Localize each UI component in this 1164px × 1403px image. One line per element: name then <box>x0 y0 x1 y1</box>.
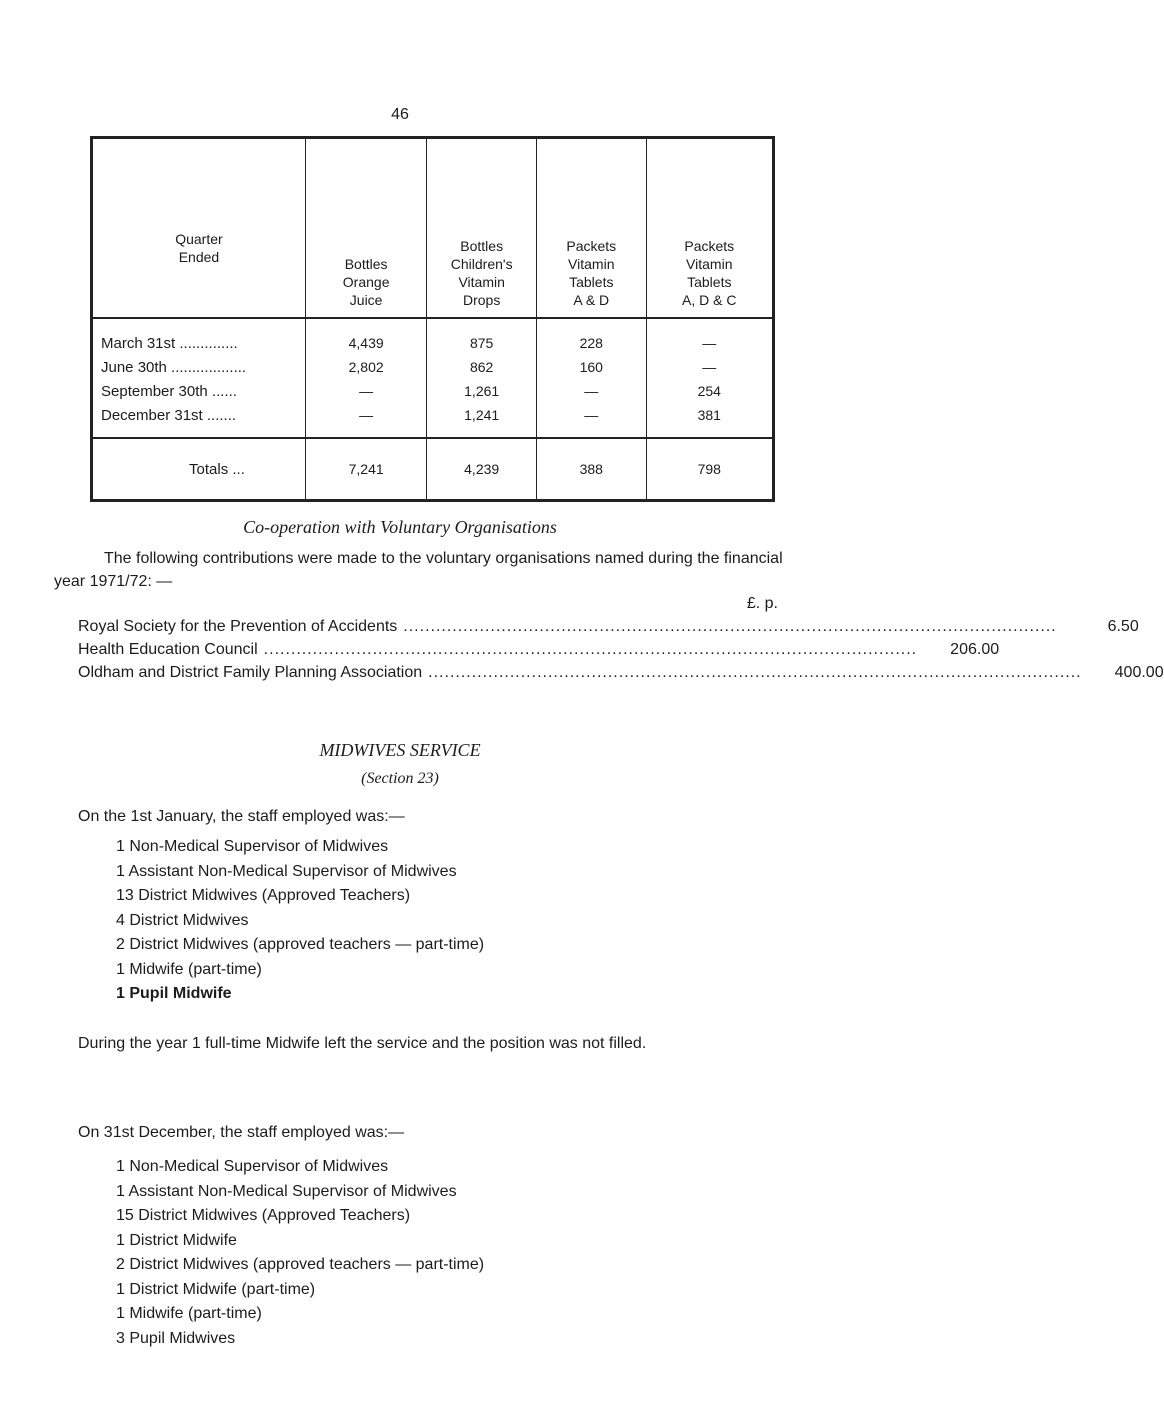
list-item <box>78 618 1139 641</box>
cell-ad: — <box>537 403 647 438</box>
total-drops: 4,239 <box>427 438 537 501</box>
leader-dots: ........................................................................................................................ <box>263 641 918 658</box>
totals-row <box>92 438 774 501</box>
cell-ad: — <box>537 379 647 403</box>
list-item: 1 Midwife (part-time) <box>116 1305 262 1322</box>
during-year-text: During the year 1 full-time Midwife left the service and the position was not filled. <box>78 1035 647 1052</box>
cell-quarter: March 31st .............. <box>92 318 306 355</box>
list-item: 3 Pupil Midwives <box>116 1329 236 1347</box>
header-tablets-ad: Packets Vitamin Tablets A & D <box>537 138 647 319</box>
table-header-row <box>92 138 774 319</box>
cell-orange: 4,439 <box>305 318 426 355</box>
page-number: 46 <box>391 106 409 123</box>
contribution-name: Oldham and District Family Planning Association <box>78 664 423 681</box>
cell-quarter: June 30th .................. <box>92 355 306 379</box>
currency-header: £. p. <box>746 595 778 612</box>
contributions-list <box>78 595 1164 687</box>
dec-staff-list <box>116 1155 796 1351</box>
contribution-name: Royal Society for the Prevention of Accidents <box>78 618 398 635</box>
list-item: 1 Pupil Midwife <box>116 985 232 1002</box>
header-tablets-adc: Packets Vitamin Tablets A, D & C <box>646 138 773 319</box>
header-vitamin-drops: Bottles Children's Vitamin Drops <box>427 138 537 319</box>
cell-quarter: December 31st ....... <box>92 403 306 438</box>
table-row <box>92 379 774 403</box>
cell-drops: 862 <box>427 355 537 379</box>
table-row <box>92 403 774 438</box>
contribution-name: Health Education Council <box>78 641 258 658</box>
jan-staff-list <box>116 835 796 1007</box>
cell-drops: 875 <box>427 318 537 355</box>
jan-intro: On the 1st January, the staff employed was:— <box>78 808 405 825</box>
list-item: 1 Assistant Non-Medical Supervisor of Midwives <box>116 1182 457 1200</box>
cell-adc: — <box>646 355 773 379</box>
list-item: 1 Non-Medical Supervisor of Midwives <box>116 1158 389 1175</box>
midwives-heading: MIDWIVES SERVICE <box>319 740 481 760</box>
total-adc: 798 <box>646 438 773 501</box>
contribution-amount: 400.00 <box>1114 664 1164 681</box>
list-item: 1 Assistant Non-Medical Supervisor of Midwives <box>116 862 457 880</box>
contribution-amount: 6.50 <box>1107 618 1139 635</box>
list-item: 1 Non-Medical Supervisor of Midwives <box>116 838 389 855</box>
table-row <box>92 355 774 379</box>
currency-header-row <box>78 595 778 618</box>
header-orange-juice: Bottles Orange Juice <box>305 138 426 319</box>
total-ad: 388 <box>537 438 647 501</box>
leader-dots: ........................................................................................................................ <box>403 618 1057 635</box>
list-item: 1 Midwife (part-time) <box>116 960 262 978</box>
header-quarter-ended: Quarter Ended <box>92 138 306 319</box>
cell-orange: — <box>305 403 426 438</box>
list-item <box>78 664 1164 687</box>
cell-drops: 1,241 <box>427 403 537 438</box>
list-item: 2 District Midwives (approved teachers — part-time) <box>116 936 485 953</box>
list-item: 15 District Midwives (Approved Teachers) <box>116 1207 411 1224</box>
list-item <box>78 641 1000 664</box>
total-orange: 7,241 <box>305 438 426 501</box>
cell-orange: — <box>305 379 426 403</box>
totals-label: Totals ... <box>92 438 306 501</box>
list-item: 13 District Midwives (Approved Teachers) <box>116 887 411 904</box>
cell-quarter: September 30th ...... <box>92 379 306 403</box>
leader-dots: ........................................................................................................................ <box>428 664 1082 681</box>
list-item: 1 District Midwife <box>116 1231 237 1249</box>
dec-intro: On 31st December, the staff employed was:— <box>78 1124 405 1141</box>
cell-orange: 2,802 <box>305 355 426 379</box>
cooperation-heading: Co-operation with Voluntary Organisations <box>243 517 557 537</box>
list-item: 4 District Midwives <box>116 911 249 929</box>
cell-adc: 254 <box>646 379 773 403</box>
cooperation-intro: The following contributions were made to the voluntary organisations named during the financial year 1971/72: — <box>54 550 783 590</box>
cell-ad: 160 <box>537 355 647 379</box>
table-row <box>92 318 774 355</box>
contribution-amount: 206.00 <box>950 641 1000 658</box>
cell-adc: — <box>646 318 773 355</box>
cell-adc: 381 <box>646 403 773 438</box>
midwives-subtitle: (Section 23) <box>361 770 439 787</box>
welfare-foods-table <box>90 136 775 502</box>
list-item: 2 District Midwives (approved teachers — part-time) <box>116 1256 485 1273</box>
cell-drops: 1,261 <box>427 379 537 403</box>
list-item: 1 District Midwife (part-time) <box>116 1280 316 1298</box>
cell-ad: 228 <box>537 318 647 355</box>
